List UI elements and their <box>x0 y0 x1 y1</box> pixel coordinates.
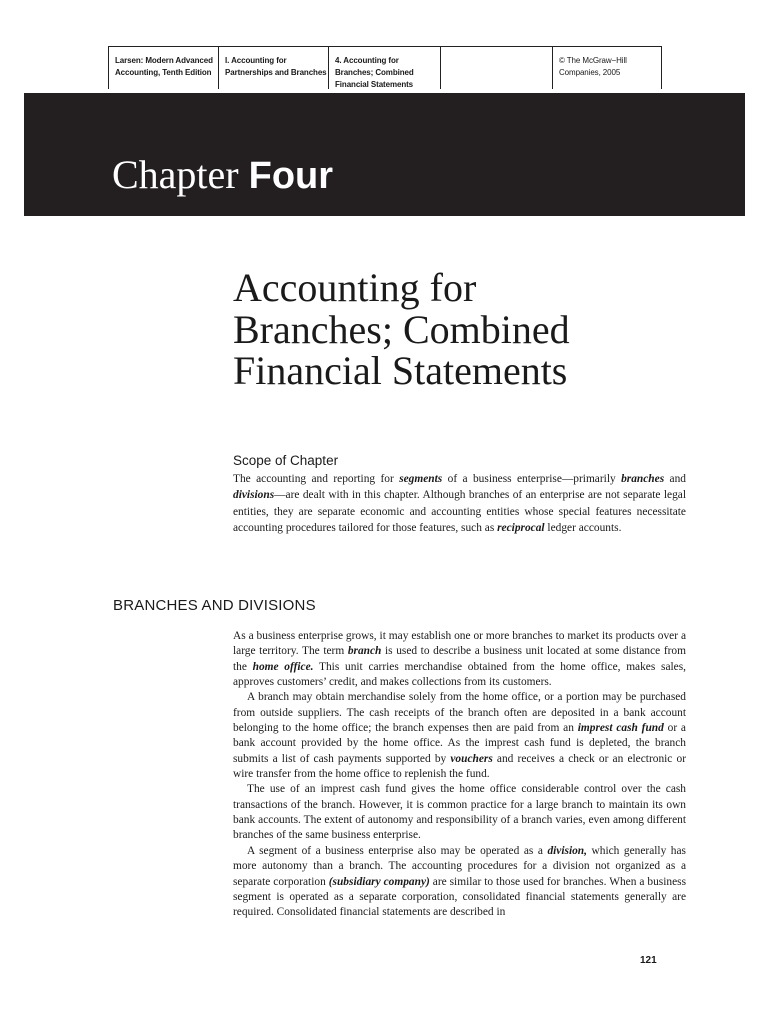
page-number: 121 <box>640 955 657 966</box>
header-book-title: Larsen: Modern Advanced Accounting, Tenth Edition <box>108 47 218 89</box>
header-copyright: © The McGraw−Hill Companies, 2005 <box>552 47 662 89</box>
section-heading: BRANCHES AND DIVISIONS <box>113 597 316 614</box>
key-term: divisions <box>233 489 275 502</box>
body-paragraph: The use of an imprest cash fund gives the home office considerable control over the cash transactions of the branch. However, it is common practice for a large branch to maintain its own bank accounts. The extent of autonomy and responsibility of a branch varies, even among different branches of the same business enterprise. <box>233 783 686 842</box>
chapter-title-line: Financial Statements <box>233 348 568 393</box>
chapter-title-line: Branches; Combined <box>233 306 570 352</box>
section-body <box>233 629 686 921</box>
body-paragraph: As a business enterprise grows, it may establish one or more branches to market its products over a large territory. The term branch is used to describe a business unit located at some distance from the home office. This unit carries merchandise obtained from the home office, makes sales, approves customers’ credit, and makes collections from its customers. <box>233 630 687 689</box>
scope-heading: Scope of Chapter <box>233 453 339 468</box>
key-term: home office. <box>252 660 314 673</box>
key-term: branch <box>347 645 382 658</box>
body-paragraph: A segment of a business enterprise also may be operated as a division, which generally has more autonomy than a branch. The accounting procedures for a division not organized as a separate corporation (subsidiary company) are similar to those used for branches. When a business segment is operated as a separate corporation, consolidated financial statements generally are required. Consolidated financial statements are described in <box>233 844 686 919</box>
key-term: (subsidiary company) <box>328 875 430 888</box>
header-chapter: 4. Accounting for Branches; Combined Financial Statements <box>328 47 440 89</box>
key-term: branches <box>621 473 665 485</box>
key-term: vouchers <box>450 752 493 765</box>
chapter-title <box>233 267 570 392</box>
running-header <box>108 46 662 89</box>
key-term: imprest cash fund <box>577 722 664 735</box>
chapter-heading <box>112 153 333 198</box>
key-term: division, <box>547 844 587 857</box>
key-term: reciprocal <box>497 521 545 534</box>
body-paragraph: A branch may obtain merchandise solely from the home office, or a portion may be purchased from outside suppliers. The cash receipts of the branch often are deposited in a bank account belonging to the home office; the branch expenses then are paid from an imprest cash fund or a bank account provided by the home office. As the imprest cash fund is depleted, the branch submits a list of cash payments supported by vouchers and receives a check or an electronic or wire transfer from the home office to replenish the fund. <box>233 691 686 781</box>
key-term: segments <box>399 473 443 485</box>
chapter-title-line: Accounting for <box>233 265 477 310</box>
chapter-word: Chapter <box>112 152 239 197</box>
chapter-banner <box>24 93 745 216</box>
header-part: I. Accounting for Partnerships and Branches <box>218 47 328 89</box>
scope-paragraph: The accounting and reporting for segments of a business enterprise—primarily branches and divisions—are dealt with in this chapter. Although branches of an enterprise are not separate legal entities, they are separate economic and accounting entities whose special features necessitate accounting procedures tailored for those features, such as reciprocal ledger accounts. <box>233 473 686 534</box>
header-blank-cell <box>440 47 552 89</box>
chapter-number: Four <box>248 155 334 197</box>
